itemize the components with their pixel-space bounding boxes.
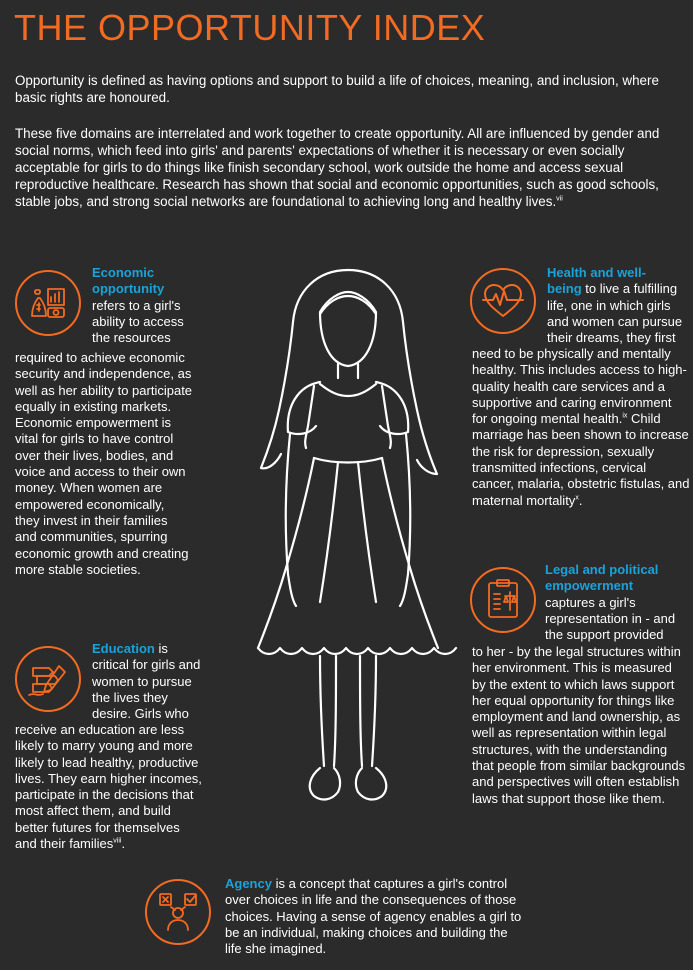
education-block xyxy=(92,641,200,722)
education-ref: viii xyxy=(113,837,122,845)
left-shoe xyxy=(310,768,340,799)
waist xyxy=(314,458,382,463)
health-line: life, one in which girls xyxy=(547,297,671,313)
legal-block xyxy=(545,562,675,643)
economic-line: over their lives, bodies, and xyxy=(15,447,174,463)
legal-document-icon xyxy=(470,567,536,633)
economic-heading-line-1: Economic xyxy=(92,265,155,280)
education-end-period: . xyxy=(121,836,126,852)
agency-line: life she imagined. xyxy=(225,941,327,957)
money-chart-icon xyxy=(15,270,81,336)
education-line: critical for girls and xyxy=(92,657,201,673)
agency-heading: Agency xyxy=(225,876,272,891)
collar xyxy=(320,384,376,396)
economic-line: ability to access xyxy=(92,313,184,329)
health-line: quality health care services and a xyxy=(472,378,665,394)
economic-line: economic growth and creating xyxy=(15,545,189,561)
economic-line: they invest in their families xyxy=(15,512,168,528)
agency-line: be an individual, making choices and building the xyxy=(225,924,508,940)
education-line: most affect them, and build xyxy=(15,803,171,819)
economic-line: required to achieve economic xyxy=(15,350,185,365)
economic-line: refers to a girl's xyxy=(92,297,181,313)
agency-line-first: is a concept that captures a girl's control xyxy=(271,876,508,891)
health-line: for ongoing mental health. xyxy=(472,411,623,427)
legal-line: laws that support those like them. xyxy=(472,790,665,806)
legal-line: to her - by the legal structures within xyxy=(472,644,681,659)
agency-line: over choices in life and the consequences of those xyxy=(225,892,517,908)
skirt-fold xyxy=(320,462,376,602)
legal-line: and perspectives will often establish xyxy=(472,774,680,790)
left-leg xyxy=(320,656,336,766)
economic-line: empowered economically, xyxy=(15,496,165,512)
economic-line: money. When women are xyxy=(15,480,163,496)
legal-line: that people from similar backgrounds xyxy=(472,758,686,774)
economic-line: security and independence, as xyxy=(15,366,192,382)
economic-line: the resources xyxy=(92,330,171,346)
intro-paragraph-1: Opportunity is defined as having options and support to build a life of choices, meaning, and inclusion, where basic rights are honoured. xyxy=(15,73,659,105)
economic-line: vital for girls to have control xyxy=(15,431,174,447)
health-line: maternal mortality xyxy=(472,492,576,508)
legal-line: representation in - and xyxy=(545,610,676,626)
education-line: participate in the decisions that xyxy=(15,787,194,803)
economic-line: voice and access to their own xyxy=(15,464,186,480)
agency-block xyxy=(225,876,521,957)
education-block-wide xyxy=(15,722,202,852)
intro-paragraph-2 xyxy=(15,125,680,210)
economic-line: more stable societies. xyxy=(15,561,141,577)
agency-line: choices. Having a sense of agency enables a girl to xyxy=(225,908,522,924)
education-line: better futures for themselves xyxy=(15,819,180,835)
health-line: supportive and caring environment xyxy=(472,394,672,410)
health-block xyxy=(547,265,682,346)
health-heading-line-1: Health and well- xyxy=(547,265,646,280)
page-title: THE OPPORTUNITY INDEX xyxy=(14,7,486,48)
legal-line: by the extent to which laws support xyxy=(472,676,675,692)
health-ref-x: x xyxy=(575,494,579,502)
health-line-first: to live a fulfilling xyxy=(585,281,678,297)
left-sleeve xyxy=(288,382,320,434)
legal-block-wide xyxy=(472,644,685,807)
education-line: the lives they xyxy=(92,689,168,705)
economic-line: Economic empowerment is xyxy=(15,415,172,431)
economic-line: equally in existing markets. xyxy=(15,398,172,414)
legal-line: captures a girl's xyxy=(545,594,636,610)
books-pencil-icon xyxy=(15,646,81,712)
economic-line: well as her ability to participate xyxy=(15,382,193,398)
intro-ref: vii xyxy=(556,195,563,203)
education-line: likely to lead healthy, productive xyxy=(15,754,199,770)
legal-line: structures, with the understanding xyxy=(472,741,668,757)
legal-heading-line-2: empowerment xyxy=(545,578,634,594)
education-line: women to pursue xyxy=(92,673,192,689)
health-line: marriage has been shown to increase xyxy=(472,427,689,443)
education-line: likely to marry young and more xyxy=(15,738,193,754)
right-arm xyxy=(400,434,410,606)
health-block-wide xyxy=(472,346,690,509)
education-heading: Education xyxy=(92,641,155,656)
economic-heading-line-2: opportunity xyxy=(92,281,165,297)
girl-silhouette-icon xyxy=(228,262,468,842)
person-choice-icon xyxy=(145,879,211,945)
health-line: healthy. This includes access to high- xyxy=(472,362,687,378)
health-line: their dreams, they first xyxy=(547,330,676,346)
health-heading-line-2: being xyxy=(547,281,582,297)
hair-inner xyxy=(320,296,376,314)
legal-line: employment and land ownership, as xyxy=(472,709,681,725)
economic-block xyxy=(92,265,184,346)
left-arm xyxy=(286,434,296,606)
legal-line: the support provided xyxy=(545,627,664,643)
right-sleeve xyxy=(376,382,408,434)
economic-block-wide xyxy=(15,350,192,578)
health-line: cancer, malaria, obstetric fistulas, and xyxy=(472,476,690,492)
education-line: desire. Girls who xyxy=(92,706,189,722)
heart-pulse-icon xyxy=(470,268,536,334)
education-line: lives. They earn higher incomes, xyxy=(15,770,202,786)
legal-line: her environment. This is measured xyxy=(472,660,672,676)
education-line: and their families xyxy=(15,836,114,852)
economic-line: and communities, spurring xyxy=(15,529,168,545)
legal-line: her equal opportunity for things like xyxy=(472,692,675,708)
education-line-first: is xyxy=(154,641,168,656)
health-line: transmitted infections, cervical xyxy=(472,460,647,476)
right-leg xyxy=(360,656,376,766)
skirt-hem xyxy=(258,648,456,654)
health-child-word: Child xyxy=(627,411,661,427)
education-line: receive an education are less xyxy=(15,722,185,737)
health-line: and women can pursue xyxy=(547,313,683,329)
health-ref-ix: ix xyxy=(622,412,628,420)
health-end-period: . xyxy=(578,492,583,508)
health-line: the risk for depression, sexually xyxy=(472,443,655,459)
legal-line: well as representation within legal xyxy=(472,725,667,741)
legal-heading-line-1: Legal and political xyxy=(545,562,659,577)
right-shoe xyxy=(356,768,386,799)
health-line: need to be physically and mentally xyxy=(472,346,671,361)
intro-paragraph-2-text: These five domains are interrelated and work together to create opportunity. All are influenced by gender and social norms, which feed into girls' and parents' expectations of whether it is necessary or even socially acceptable for girls to do things like finish secondary school, work outside the home and access sexual reproductive healthcare. Research has shown that social and economic opportunities, such as good schools, stable jobs, and strong social networks are foundational to achieving long and healthy lives. xyxy=(15,126,660,209)
